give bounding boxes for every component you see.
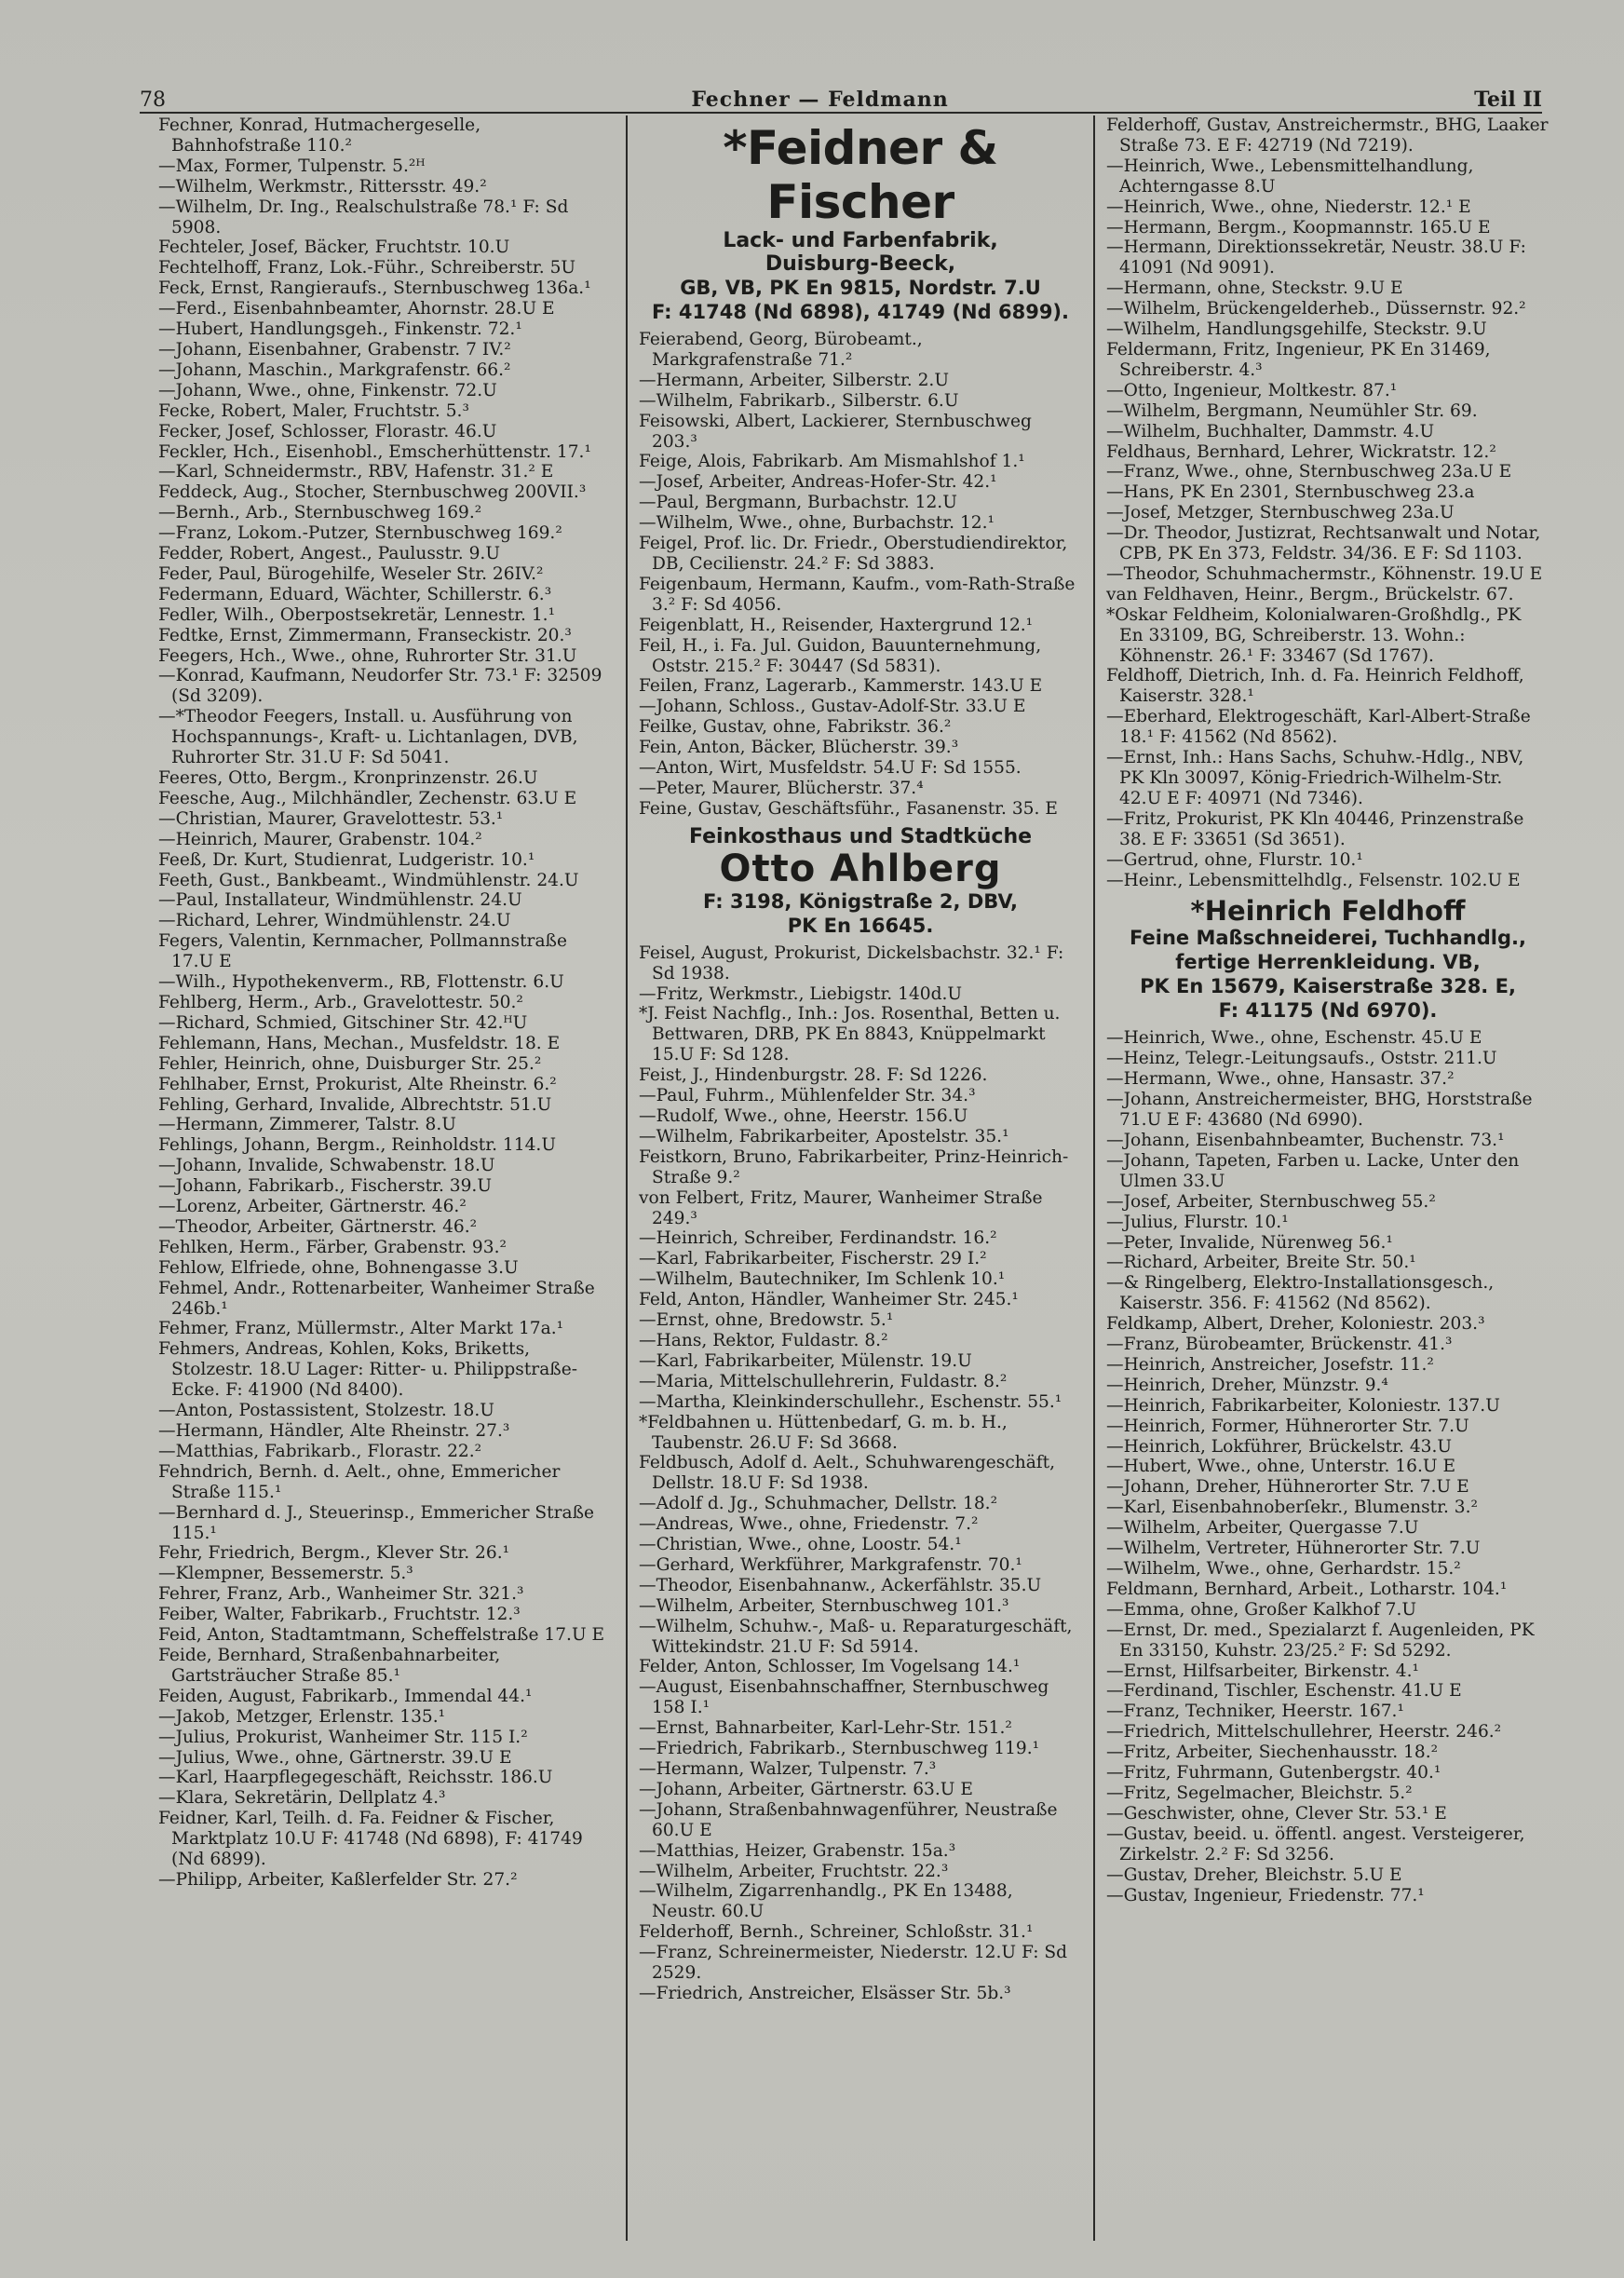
directory-entry: Fehmers, Andreas, Kohlen, Koks, Briketts, Stolzestr. 18.U Lager: Ritter- u. Philippstraße-Ecke. F: 41900 (Nd 8400).: [158, 1339, 577, 1401]
directory-entry: —August, Eisenbahnschaffner, Sternbuschweg 158 I.¹: [639, 1677, 1049, 1718]
directory-entry: Fehlken, Herm., Färber, Grabenstr. 93.²: [158, 1237, 507, 1257]
directory-entry: Fehler, Heinrich, ohne, Duisburger Str. 25.²: [158, 1053, 542, 1074]
directory-entry: —Heinr., Lebensmittelhdlg., Felsenstr. 102.U E: [1106, 870, 1521, 890]
page-header: [140, 80, 1542, 114]
directory-entry: Felderhoff, Gustav, Anstreichermstr., BHG, Laaker Straße 73. E F: 42719 (Nd 7219).: [1106, 115, 1549, 156]
entry-list-2a: [639, 330, 1082, 820]
directory-entry: —Karl, Fabrikarbeiter, Fischerstr. 29 I.²: [639, 1249, 987, 1269]
directory-entry: —Hermann, Arbeiter, Silberstr. 2.U: [639, 370, 950, 390]
directory-entry: Fehling, Gerhard, Invalide, Albrechtstr. 51.U: [158, 1094, 552, 1115]
directory-entry: —Johann, Invalide, Schwabenstr. 18.U: [158, 1156, 495, 1176]
directory-entry: —Johann, Wwe., ohne, Finkenstr. 72.U: [158, 380, 497, 400]
directory-entry: Feldkamp, Albert, Dreher, Koloniestr. 203.³: [1106, 1314, 1485, 1335]
directory-entry: —Fritz, Fuhrmann, Gutenbergstr. 40.¹: [1106, 1763, 1441, 1783]
directory-entry: Feldmann, Bernhard, Arbeit., Lotharstr. 104.¹: [1106, 1579, 1508, 1599]
directory-entry: —Karl, Schneidermstr., RBV, Hafenstr. 31.² E: [158, 462, 554, 482]
directory-entry: —Wilhelm, Fabrikarb., Silberstr. 6.U: [639, 390, 959, 411]
directory-entry: —Jakob, Metzger, Erlenstr. 135.¹: [158, 1706, 446, 1727]
advert-feidner-fischer: [639, 121, 1082, 324]
directory-entry: —Hubert, Handlungsgeh., Finkenstr. 72.¹: [158, 319, 522, 340]
directory-entry: —Johann, Tapeten, Farben u. Lacke, Unter den Ulmen 33.U: [1106, 1150, 1520, 1191]
directory-entry: Feddeck, Aug., Stocher, Sternbuschweg 200VII.³: [158, 482, 587, 503]
directory-entry: —Fritz, Werkmstr., Liebigstr. 140d.U: [639, 983, 963, 1004]
directory-entry: Feide, Bernhard, Straßenbahnarbeiter, Gartsträucher Straße 85.¹: [158, 1645, 501, 1686]
directory-entry: —Ernst, Hilfsarbeiter, Birkenstr. 4.¹: [1106, 1661, 1419, 1681]
directory-entry: —Wilhelm, Arbeiter, Fruchtstr. 22.³: [639, 1861, 949, 1881]
directory-entry: —Richard, Arbeiter, Breite Str. 50.¹: [1106, 1253, 1416, 1273]
directory-entry: Fehmel, Andr., Rottenarbeiter, Wanheimer Straße 246b.¹: [158, 1278, 595, 1319]
directory-entry: —Franz, Techniker, Heerstr. 167.¹: [1106, 1702, 1404, 1722]
directory-entry: —Josef, Metzger, Sternbuschweg 23a.U: [1106, 503, 1455, 523]
column-1: [158, 115, 615, 2241]
directory-entry: —Paul, Bergmann, Burbachstr. 12.U: [639, 493, 957, 513]
directory-entry: Fehr, Friedrich, Bergm., Klever Str. 26.¹: [158, 1543, 510, 1564]
directory-entry: —Heinrich, Wwe., Lebensmittelhandlung, Achterngasse 8.U: [1106, 156, 1474, 197]
directory-entry: —Heinrich, Schreiber, Ferdinandstr. 16.²: [639, 1228, 997, 1249]
directory-entry: —Wilhelm, Brückengelderheb., Düssernstr. 92.²: [1106, 299, 1526, 319]
directory-entry: —Franz, Schreinermeister, Niederstr. 12.U F: Sd 2529.: [639, 1943, 1068, 1984]
directory-entry: —Ernst, Bahnarbeiter, Karl-Lehr-Str. 151.²: [639, 1718, 1012, 1739]
column-2: [626, 115, 1082, 2241]
directory-entry: —Heinrich, Dreher, Münzstr. 9.⁴: [1106, 1375, 1388, 1395]
directory-entry: Fedler, Wilh., Oberpostsekretär, Lennestr. 1.¹: [158, 604, 556, 625]
directory-entry: Feldhoff, Dietrich, Inh. d. Fa. Heinrich Feldhoff, Kaiserstr. 328.¹: [1106, 666, 1524, 707]
directory-entry: von Felbert, Fritz, Maurer, Wanheimer Straße 249.³: [639, 1187, 1043, 1228]
directory-entry: —Gustav, Ingenieur, Friedenstr. 77.¹: [1106, 1885, 1425, 1905]
advert-line: Feine Maßschneiderei, Tuchhandlg.,: [1130, 927, 1526, 950]
directory-entry: —Franz, Wwe., ohne, Sternbuschweg 23a.U E: [1106, 462, 1512, 482]
directory-entry: Feisel, August, Prokurist, Dickelsbachstr. 32.¹ F: Sd 1938.: [639, 942, 1064, 983]
directory-entry: Fehlings, Johann, Bergm., Reinholdstr. 114.U: [158, 1135, 556, 1156]
directory-entry: —Theodor, Arbeiter, Gärtnerstr. 46.²: [158, 1216, 478, 1237]
directory-entry: —Bernhard d. J., Steuerinsp., Emmericher Straße 115.¹: [158, 1502, 595, 1543]
directory-entry: —Klara, Sekretärin, Dellplatz 4.³: [158, 1788, 446, 1809]
directory-entry: —Wilh., Hypothekenverm., RB, Flottenstr. 6.U: [158, 972, 564, 993]
directory-entry: Fedder, Robert, Angest., Paulusstr. 9.U: [158, 544, 500, 564]
directory-entry: van Feldhaven, Heinr., Bergm., Brückelstr. 67.: [1106, 584, 1514, 604]
advert-name: *Heinrich Feldhoff: [1190, 895, 1466, 928]
directory-entry: —Johann, Arbeiter, Gärtnerstr. 63.U E: [639, 1779, 973, 1799]
directory-entry: —Johann, Anstreichermeister, BHG, Horststraße 71.U E F: 43680 (Nd 6990).: [1106, 1090, 1533, 1131]
advert-line: GB, VB, PK En 9815, Nordstr. 7.U: [680, 277, 1041, 299]
directory-entry: Feeth, Gust., Bankbeamt., Windmühlenstr. 24.U: [158, 870, 579, 890]
directory-entry: —Theodor, Schuhmachermstr., Köhnenstr. 19.U E: [1106, 563, 1543, 584]
directory-entry: *J. Feist Nachflg., Inh.: Jos. Rosenthal, Betten u. Bettwaren, DRB, PK En 8843, Knüppelmarkt 15.U F: Sd 128.: [639, 1004, 1061, 1065]
directory-entry: —Christian, Wwe., ohne, Loostr. 54.¹: [639, 1535, 962, 1555]
directory-entry: —Wilhelm, Schuhw.-, Maß- u. Reparaturgeschäft, Wittekindstr. 21.U F: Sd 5914.: [639, 1616, 1073, 1657]
directory-entry: Feder, Paul, Bürogehilfe, Weseler Str. 26IV.²: [158, 563, 544, 584]
directory-entry: —Gertrud, ohne, Flurstr. 10.¹: [1106, 849, 1363, 870]
directory-entry: —Friedrich, Mittelschullehrer, Heerstr. 246.²: [1106, 1722, 1502, 1742]
directory-entry: —Eberhard, Elektrogeschäft, Karl-Albert-Straße 18.¹ F: 41562 (Nd 8562).: [1106, 707, 1531, 748]
directory-entry: —Adolf d. Jg., Schuhmacher, Dellstr. 18.²: [639, 1494, 998, 1514]
directory-entry: —Franz, Bürobeamter, Brückenstr. 41.³: [1106, 1335, 1453, 1355]
directory-entry: Fechtelhoff, Franz, Lok.-Führ., Schreiberstr. 5U: [158, 258, 576, 278]
directory-entry: Feck, Ernst, Rangieraufs., Sternbuschweg 136a.¹: [158, 278, 591, 299]
directory-entry: —Wilhelm, Bautechniker, Im Schlenk 10.¹: [639, 1269, 1006, 1290]
directory-entry: Feldbusch, Adolf d. Aelt., Schuhwarengeschäft, Dellstr. 18.U F: Sd 1938.: [639, 1453, 1056, 1494]
directory-entry: —Ernst, Inh.: Hans Sachs, Schuhw.-Hdlg., NBV, PK Kln 30097, König-Friedrich-Wilhelm-Str. 42.U E F: 40971 (Nd 7346).: [1106, 748, 1524, 808]
directory-entry: Felderhoff, Bernh., Schreiner, Schloßstr. 31.¹: [639, 1922, 1034, 1943]
directory-entry: —Fritz, Prokurist, PK Kln 40446, Prinzenstraße 38. E F: 33651 (Sd 3651).: [1106, 808, 1524, 849]
entry-list-3b: [1106, 1028, 1550, 1905]
directory-entry: —Wilhelm, Werkmstr., Rittersstr. 49.²: [158, 176, 487, 197]
directory-entry: —Heinz, Telegr.-Leitungsaufs., Oststr. 211.U: [1106, 1049, 1497, 1069]
directory-entry: —Ferdinand, Tischler, Eschenstr. 41.U E: [1106, 1681, 1462, 1702]
directory-entry: —Matthias, Fabrikarb., Florastr. 22.²: [158, 1441, 482, 1461]
directory-entry: —Klempner, Bessemerstr. 5.³: [158, 1564, 413, 1584]
directory-entry: Feid, Anton, Stadtamtmann, Scheffelstraße 17.U E: [158, 1625, 605, 1646]
directory-entry: —Maria, Mittelschullehrerin, Fuldastr. 8.²: [639, 1371, 1008, 1391]
directory-entry: —Fritz, Segelmacher, Bleichstr. 5.²: [1106, 1783, 1413, 1803]
directory-entry: Feigel, Prof. lic. Dr. Friedr., Oberstudiendirektor, DB, Cecilienstr. 24.² F: Sd 3883.: [639, 534, 1068, 574]
directory-entry: —Hermann, Bergm., Koopmannstr. 165.U E: [1106, 217, 1491, 237]
directory-entry: Fehlemann, Hans, Mechan., Musfeldstr. 18. E: [158, 1033, 561, 1053]
running-title: Fechner — Feldmann: [691, 88, 949, 112]
directory-entry: Fehndrich, Bernh. d. Aelt., ohne, Emmericher Straße 115.¹: [158, 1461, 561, 1502]
directory-entry: Feesche, Aug., Milchhändler, Zechenstr. 63.U E: [158, 788, 577, 808]
directory-entry: —Paul, Fuhrm., Mühlenfelder Str. 34.³: [639, 1086, 976, 1106]
directory-entry: —Gustav, Dreher, Bleichstr. 5.U E: [1106, 1864, 1402, 1885]
directory-entry: —Richard, Lehrer, Windmühlenstr. 24.U: [158, 911, 511, 931]
directory-entry: —Julius, Prokurist, Wanheimer Str. 115 I.²: [158, 1727, 528, 1747]
directory-entry: —Konrad, Kaufmann, Neudorfer Str. 73.¹ F: 32509 (Sd 3209).: [158, 666, 602, 707]
directory-entry: —Friedrich, Fabrikarb., Sternbuschweg 119.¹: [639, 1739, 1040, 1759]
directory-entry: Feiden, August, Fabrikarb., Immendal 44.¹: [158, 1686, 533, 1706]
directory-entry: —Wilhelm, Bergmann, Neumühler Str. 69.: [1106, 400, 1478, 421]
advert-otto-ahlberg: [639, 825, 1082, 938]
columns: [158, 115, 1550, 2241]
directory-entry: Fehmer, Franz, Müllermstr., Alter Markt 17a.¹: [158, 1319, 564, 1339]
directory-entry: —Hermann, ohne, Steckstr. 9.U E: [1106, 278, 1403, 299]
directory-entry: —Max, Former, Tulpenstr. 5.²ᴴ: [158, 156, 426, 176]
directory-entry: Feine, Gustav, Geschäftsführ., Fasanenstr. 35. E: [639, 798, 1058, 819]
directory-entry: Fein, Anton, Bäcker, Blücherstr. 39.³: [639, 738, 959, 758]
advert-line: F: 41748 (Nd 6898), 41749 (Nd 6899).: [651, 301, 1070, 323]
directory-entry: Feist, J., Hindenburgstr. 28. F: Sd 1226.: [639, 1065, 988, 1086]
directory-entry: *Feldbahnen u. Hüttenbedarf, G. m. b. H., Taubenstr. 26.U F: Sd 3668.: [639, 1412, 1008, 1453]
directory-entry: Feistkorn, Bruno, Fabrikarbeiter, Prinz-Heinrich-Straße 9.²: [639, 1146, 1069, 1187]
directory-entry: —Heinrich, Lokführer, Brückelstr. 43.U: [1106, 1436, 1453, 1457]
directory-entry: —Wilhelm, Fabrikarbeiter, Apostelstr. 35.¹: [639, 1126, 1009, 1146]
directory-entry: —Wilhelm, Arbeiter, Quergasse 7.U: [1106, 1518, 1419, 1539]
directory-entry: Feierabend, Georg, Bürobeamt., Markgrafenstraße 71.²: [639, 330, 923, 370]
directory-entry: Feidner, Karl, Teilh. d. Fa. Feidner & Fischer, Marktplatz 10.U F: 41748 (Nd 6898), F: 41749 (Nd 6899).: [158, 1809, 583, 1870]
column-3: [1093, 115, 1550, 2241]
directory-entry: Feldermann, Fritz, Ingenieur, PK En 31469, Schreiberstr. 4.³: [1106, 339, 1491, 380]
directory-entry: —Theodor, Eisenbahnanw., Ackerfählstr. 35.U: [639, 1575, 1042, 1595]
directory-entry: Fecker, Josef, Schlosser, Florastr. 46.U: [158, 421, 497, 441]
directory-entry: —Matthias, Heizer, Grabenstr. 15a.³: [639, 1840, 956, 1861]
directory-entry: —Hermann, Zimmerer, Talstr. 8.U: [158, 1115, 456, 1135]
directory-entry: —Martha, Kleinkinderschullehr., Eschenstr. 55.¹: [639, 1391, 1062, 1412]
directory-entry: —Wilhelm, Dr. Ing., Realschulstraße 78.¹ F: Sd 5908.: [158, 197, 569, 237]
directory-entry: —Gerhard, Werkführer, Markgrafenstr. 70.¹: [639, 1554, 1022, 1575]
directory-entry: Feckler, Hch., Eisenhobl., Emscherhüttenstr. 17.¹: [158, 441, 591, 462]
directory-entry: Federmann, Eduard, Wächter, Schillerstr. 6.³: [158, 584, 552, 604]
directory-entry: —Wilhelm, Handlungsgehilfe, Steckstr. 9.U: [1106, 319, 1487, 340]
advert-line: Duisburg-Beeck,: [765, 252, 956, 276]
directory-entry: Feld, Anton, Händler, Wanheimer Str. 245.¹: [639, 1290, 1019, 1310]
advert-line: PK En 16645.: [787, 914, 934, 937]
directory-entry: —Lorenz, Arbeiter, Gärtnerstr. 46.²: [158, 1197, 467, 1217]
directory-entry: —Wilhelm, Vertreter, Hühnerorter Str. 7.U: [1106, 1539, 1481, 1559]
entry-list-3a: [1106, 115, 1550, 890]
directory-entry: —Karl, Eisenbahnoberſekr., Blumenstr. 3.²: [1106, 1498, 1478, 1518]
directory-entry: —Ferd., Eisenbahnbeamter, Ahornstr. 28.U E: [158, 299, 555, 319]
directory-entry: —Bernh., Arb., Sternbuschweg 169.²: [158, 503, 482, 523]
directory-entry: —Wilhelm, Arbeiter, Sternbuschweg 101.³: [639, 1595, 1009, 1616]
directory-entry: Fechteler, Josef, Bäcker, Fruchtstr. 10.U: [158, 237, 510, 258]
directory-entry: —Wilhelm, Zigarrenhandlg., PK En 13488, Neustr. 60.U: [639, 1881, 1013, 1922]
directory-entry: —*Theodor Feegers, Install. u. Ausführung von Hochspannungs-, Kraft- u. Lichtanlagen, DVB, Ruhrorter Str. 31.U F: Sd 5041.: [158, 707, 578, 768]
directory-entry: —Heinrich, Anstreicher, Josefstr. 11.²: [1106, 1354, 1434, 1375]
advert-line: Lack- und Farbenfabrik,: [723, 229, 998, 252]
advert-line: Feinkosthaus und Stadtküche: [688, 824, 1033, 848]
directory-entry: —Karl, Haarpflegegeschäft, Reichsstr. 186.U: [158, 1768, 553, 1788]
directory-entry: —Hermann, Walzer, Tulpenstr. 7.³: [639, 1759, 937, 1779]
entry-list-2b: [639, 943, 1082, 2004]
directory-entry: Feilen, Franz, Lagerarb., Kammerstr. 143.U E: [639, 676, 1043, 697]
directory-entry: —Johann, Schloss., Gustav-Adolf-Str. 33.U E: [639, 697, 1026, 717]
directory-entry: Fehlow, Elfriede, ohne, Bohnengasse 3.U: [158, 1257, 519, 1278]
directory-entry: Feigenblatt, H., Reisender, Haxtergrund 12.¹: [639, 615, 1034, 635]
directory-entry: Fecke, Robert, Maler, Fruchtstr. 5.³: [158, 400, 469, 421]
directory-entry: Fegers, Valentin, Kernmacher, Pollmannstraße 17.U E: [158, 931, 567, 972]
advert-line: F: 3198, Königstraße 2, DBV,: [703, 889, 1018, 913]
directory-entry: Feigenbaum, Hermann, Kaufm., vom-Rath-Straße 3.² F: Sd 4056.: [639, 574, 1076, 615]
directory-entry: —Julius, Wwe., ohne, Gärtnerstr. 39.U E: [158, 1747, 512, 1768]
directory-entry: —Ernst, ohne, Bredowstr. 5.¹: [639, 1310, 894, 1331]
directory-entry: —Peter, Maurer, Blücherstr. 37.⁴: [639, 778, 924, 798]
directory-entry: Feiber, Walter, Fabrikarb., Fruchtstr. 12.³: [158, 1605, 521, 1625]
directory-entry: Feilke, Gustav, ohne, Fabrikstr. 36.²: [639, 717, 952, 738]
directory-entry: —Fritz, Arbeiter, Siechenhausstr. 18.²: [1106, 1742, 1439, 1763]
directory-entry: —Josef, Arbeiter, Sternbuschweg 55.²: [1106, 1191, 1436, 1212]
directory-entry: —Heinrich, Former, Hühnerorter Str. 7.U: [1106, 1416, 1469, 1436]
directory-entry: —Anton, Wirt, Musfeldstr. 54.U F: Sd 1555.: [639, 758, 1022, 779]
directory-entry: —Hans, PK En 2301, Sternbuschweg 23.a: [1106, 482, 1475, 503]
directory-entry: —Christian, Maurer, Gravelottestr. 53.¹: [158, 808, 504, 829]
advert-line: fertige Herrenkleidung. VB,: [1175, 951, 1481, 974]
directory-entry: —Wilhelm, Wwe., ohne, Gerhardstr. 15.²: [1106, 1559, 1461, 1579]
directory-entry: —Paul, Installateur, Windmühlenstr. 24.U: [158, 890, 522, 911]
directory-entry: Fehlberg, Herm., Arb., Gravelottestr. 50.²: [158, 992, 523, 1012]
page-number: 78: [140, 88, 166, 112]
directory-entry: —Hans, Rektor, Fuldastr. 8.²: [639, 1330, 888, 1350]
directory-entry: Feldhaus, Bernhard, Lehrer, Wickratstr. 12.²: [1106, 441, 1496, 462]
directory-entry: —Heinrich, Maurer, Grabenstr. 104.²: [158, 829, 482, 849]
directory-entry: —Hubert, Wwe., ohne, Unterstr. 16.U E: [1106, 1457, 1456, 1477]
directory-entry: —Heinrich, Wwe., ohne, Eschenstr. 45.U E: [1106, 1028, 1482, 1049]
directory-entry: —& Ringelberg, Elektro-Installationsgesch., Kaiserstr. 356. F: 41562 (Nd 8562).: [1106, 1273, 1495, 1314]
directory-entry: Felder, Anton, Schlosser, Im Vogelsang 14.¹: [639, 1657, 1021, 1677]
directory-entry: Feegers, Hch., Wwe., ohne, Ruhrorter Str. 31.U: [158, 645, 577, 666]
directory-entry: —Anton, Postassistent, Stolzestr. 18.U: [158, 1401, 494, 1421]
directory-entry: Fehrer, Franz, Arb., Wanheimer Str. 321.³: [158, 1584, 524, 1605]
advert-line: PK En 15679, Kaiserstraße 328. E,: [1140, 975, 1516, 998]
directory-entry: Fechner, Konrad, Hutmachergeselle, Bahnhofstraße 110.²: [158, 115, 481, 156]
directory-entry: Feeß, Dr. Kurt, Studienrat, Ludgeristr. 10.¹: [158, 849, 535, 870]
directory-entry: —Richard, Schmied, Gitschiner Str. 42.ᴴU: [158, 1012, 528, 1033]
directory-entry: Feisowski, Albert, Lackierer, Sternbuschweg 203.³: [639, 411, 1032, 452]
directory-entry: —Wilhelm, Buchhalter, Dammstr. 4.U: [1106, 421, 1435, 441]
directory-entry: —Andreas, Wwe., ohne, Friedenstr. 7.²: [639, 1514, 979, 1535]
directory-entry: —Rudolf, Wwe., ohne, Heerstr. 156.U: [639, 1106, 968, 1126]
directory-entry: —Josef, Arbeiter, Andreas-Hofer-Str. 42.¹: [639, 472, 997, 493]
directory-entry: —Johann, Straßenbahnwagenführer, Neustraße 60.U E: [639, 1799, 1058, 1840]
directory-entry: —Heinrich, Fabrikarbeiter, Koloniestr. 137.U: [1106, 1395, 1500, 1416]
directory-entry: —Peter, Invalide, Nürenweg 56.¹: [1106, 1232, 1393, 1253]
directory-entry: —Karl, Fabrikarbeiter, Mülenstr. 19.U: [639, 1350, 972, 1371]
directory-entry: —Hermann, Direktionssekretär, Neustr. 38.U F: 41091 (Nd 9091).: [1106, 237, 1526, 278]
directory-entry: —Ernst, Dr. med., Spezialarzt f. Augenleiden, PK En 33150, Kuhstr. 23/25.² F: Sd 5292.: [1106, 1620, 1535, 1661]
directory-entry: —Philipp, Arbeiter, Kaßlerfelder Str. 27.²: [158, 1869, 518, 1890]
directory-entry: —Wilhelm, Wwe., ohne, Burbachstr. 12.¹: [639, 513, 995, 534]
advert-heinrich-feldhoff: [1106, 896, 1550, 1023]
directory-entry: —Johann, Fabrikarb., Fischerstr. 39.U: [158, 1176, 493, 1197]
directory-entry: —Julius, Flurstr. 10.¹: [1106, 1212, 1289, 1232]
directory-entry: Feige, Alois, Fabrikarb. Am Mismahlshof 1.¹: [639, 452, 1025, 472]
part-label: Teil II: [1474, 88, 1542, 112]
directory-entry: Fehlhaber, Ernst, Prokurist, Alte Rheinstr. 6.²: [158, 1074, 557, 1094]
directory-entry: *Oskar Feldheim, Kolonialwaren-Großhdlg., PK En 33109, BG, Schreiberstr. 13. Wohn.: Köhnenstr. 26.¹ F: 33467 (Sd 1767).: [1106, 604, 1522, 666]
directory-entry: —Emma, ohne, Großer Kalkhof 7.U: [1106, 1599, 1417, 1620]
directory-entry: Feil, H., i. Fa. Jul. Guidon, Bauunternehmung, Oststr. 215.² F: 30447 (Sd 5831).: [639, 635, 1042, 676]
directory-entry: Feeres, Otto, Bergm., Kronprinzenstr. 26.U: [158, 768, 538, 788]
directory-entry: —Geschwister, ohne, Clever Str. 53.¹ E: [1106, 1803, 1447, 1824]
directory-entry: —Johann, Eisenbahner, Grabenstr. 7 IV.²: [158, 339, 511, 359]
directory-entry: —Johann, Maschin., Markgrafenstr. 66.²: [158, 359, 511, 380]
directory-entry: —Franz, Lokom.-Putzer, Sternbuschweg 169.²: [158, 523, 562, 544]
directory-entry: —Johann, Eisenbahnbeamter, Buchenstr. 73.¹: [1106, 1130, 1505, 1150]
advert-line: F: 41175 (Nd 6970).: [1218, 999, 1438, 1023]
directory-entry: Fedtke, Ernst, Zimmermann, Franseckistr. 20.³: [158, 625, 572, 645]
directory-entry: —Friedrich, Anstreicher, Elsässer Str. 5b.³: [639, 1983, 1011, 2003]
directory-entry: —Hermann, Wwe., ohne, Hansastr. 37.²: [1106, 1069, 1455, 1090]
directory-entry: —Gustav, beeid. u. öffentl. angest. Versteigerer, Zirkelstr. 2.² F: Sd 3256.: [1106, 1824, 1525, 1864]
advert-name: *Feidner & Fischer: [723, 121, 998, 229]
directory-entry: —Hermann, Händler, Alte Rheinstr. 27.³: [158, 1421, 510, 1441]
directory-entry: —Dr. Theodor, Justizrat, Rechtsanwalt und Notar, CPB, PK En 373, Feldstr. 34/36. E F: Sd 1103.: [1106, 523, 1541, 564]
directory-entry: —Johann, Dreher, Hühnerorter Str. 7.U E: [1106, 1477, 1469, 1498]
directory-entry: —Heinrich, Wwe., ohne, Niederstr. 12.¹ E: [1106, 197, 1471, 217]
directory-entry: —Otto, Ingenieur, Moltkestr. 87.¹: [1106, 380, 1398, 400]
advert-name: Otto Ahlberg: [719, 847, 1002, 890]
